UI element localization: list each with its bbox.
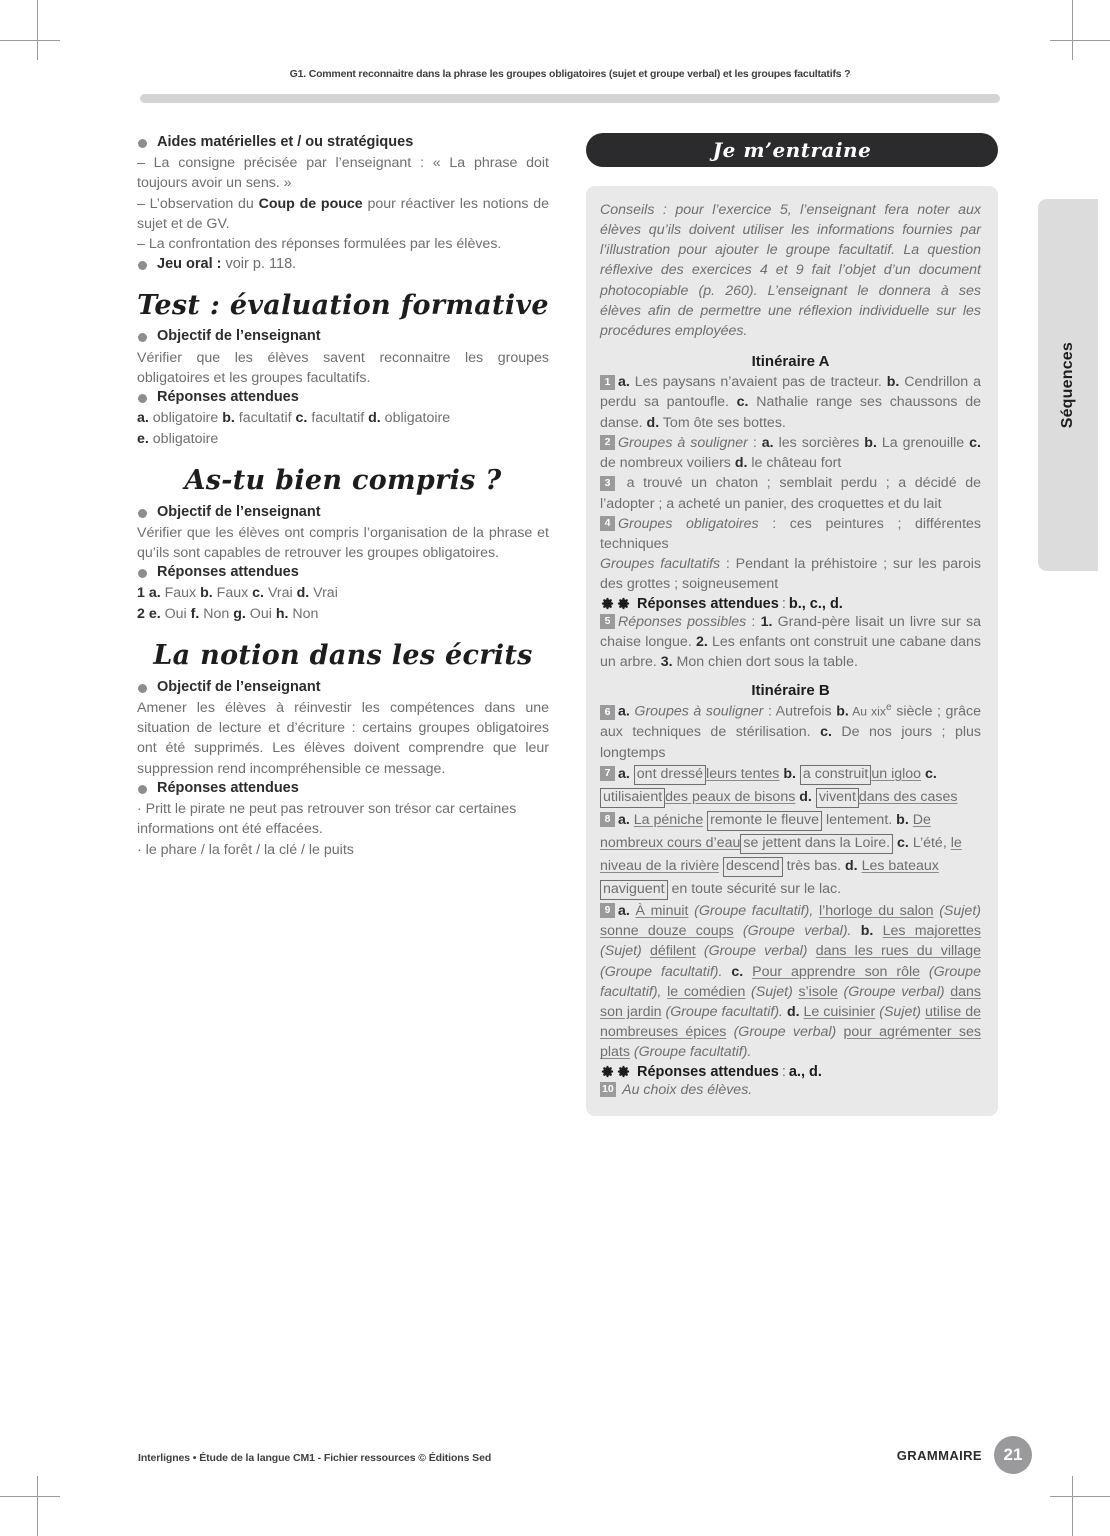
ex8-key-c: c.	[897, 834, 909, 851]
ex7-boxed-c: utilisaient	[600, 788, 665, 808]
ex8-tail-d: en toute sécurité sur le lac.	[667, 880, 842, 897]
exercise-number-badge: 7	[600, 766, 615, 781]
exercise-number-badge: 10	[602, 1083, 614, 1096]
ex9-tag-d1: (Sujet)	[875, 1003, 925, 1020]
ex6-key-c: c.	[820, 724, 832, 741]
je-mentraine-banner	[586, 133, 998, 167]
conseils-text: Conseils : pour l’exercice 5, l’enseignant fera noter aux élèves qu’ils doivent utiliser les informations fournies par l’illustration pour ajouter le groupe facultatif. La question réflexive des exercices 4 et 9 fait l’objet d’un document photocopiable (p. 260). L’enseignant le donnera à ses élèves afin de permettre une réflexion individuelle sur les procédures employées.	[600, 202, 981, 339]
ex9-tag-c2: (Sujet)	[745, 983, 799, 1000]
test-answer-val-b: facultatif	[234, 410, 296, 427]
gear-icon	[600, 1064, 615, 1079]
crop-mark-top-right	[1072, 0, 1073, 60]
ex9-underlined-d3: pour agrémenter ses plats	[600, 1024, 981, 1061]
ex1-key-b: b.	[886, 374, 900, 391]
ex8-key-d: d.	[845, 857, 858, 874]
test-answer-val-c: facultatif	[307, 410, 369, 427]
ex9-tag-d2: (Groupe verbal)	[726, 1024, 844, 1041]
ex9-key-a: a.	[618, 902, 630, 919]
ex9-tag-a2: (Sujet)	[933, 902, 981, 919]
ex9-tag-a1: (Groupe facultatif),	[688, 902, 819, 919]
ex2-colon: :	[747, 434, 762, 451]
test-answer-val-a: obligatoire	[148, 410, 223, 427]
right-column	[586, 133, 998, 1116]
ex7-key-a: a.	[618, 765, 630, 782]
ex1-key-a: a.	[618, 374, 630, 391]
exercise-number-badge: 3	[600, 476, 615, 491]
ex8-tail-c: très bas.	[782, 857, 842, 874]
crop-mark-top-left	[37, 0, 38, 60]
ex6-label: Groupes à souligner	[634, 704, 764, 721]
test-answer-key-a: a.	[137, 410, 149, 427]
ex2-key-b: b.	[864, 434, 877, 451]
ex9-underlined-c3: s’isole	[798, 983, 838, 1000]
ex9-underlined-a3: sonne douze coups	[600, 923, 734, 940]
ex9-tag-b2: (Groupe verbal)	[695, 943, 816, 960]
ex8-boxed-d: naviguent	[600, 880, 668, 900]
exercise-4-facultatifs	[600, 554, 981, 594]
ex2-key-a: a.	[761, 434, 774, 451]
ex8-boxed-a: remonte le fleuve	[707, 811, 822, 831]
ecrits-answer-1: · Pritt le pirate ne peut pas retrouver son trésor car certaines informations ont été effacées.	[137, 801, 517, 838]
gear-icon	[616, 1064, 631, 1079]
ex4-reponses-sep: :	[781, 595, 786, 612]
crop-mark-left-bottom	[0, 1496, 60, 1497]
itineraire-b-title: Itinéraire B	[751, 682, 830, 700]
ex5-label: Réponses possibles	[618, 613, 747, 630]
ex2-val-b: La grenouille	[876, 434, 970, 451]
ex9-tag-b1: (Sujet)	[600, 943, 650, 960]
ex2-key-c: c.	[969, 434, 981, 451]
ex9-key-c: c.	[731, 963, 744, 980]
ex8-underlined-c: le niveau de la rivière	[600, 834, 962, 874]
compris-title: As-tu bien compris ?	[184, 464, 502, 496]
ex3-text: a trouvé un chaton ; semblait perdu ; a décidé de l’adopter ; a acheté un panier, des croquettes et du lait	[600, 475, 981, 512]
exercise-9	[600, 901, 981, 1063]
ex6-val-b-sup: e	[885, 702, 892, 714]
exercise-number-badge: 2	[600, 435, 615, 450]
ex8-pre-c: L’été,	[908, 834, 951, 851]
ex2-key-d: d.	[734, 455, 748, 472]
ex9-reponses-sep: :	[781, 1063, 786, 1080]
ex8-boxed-c: descend	[723, 857, 783, 877]
aides-line-1: – La consigne précisée par l’enseignant : « La phrase doit toujours avoir un sens. »	[137, 155, 549, 192]
ex9-key-d: d.	[786, 1003, 800, 1020]
ecrits-answer-2: · le phare / la forêt / la clé / le puits	[137, 841, 354, 858]
ex1-val-b: Cendrillon a perdu sa pantoufle.	[600, 374, 981, 411]
ex9-tag-d3: (Groupe facultatif).	[629, 1044, 752, 1061]
ex9-underlined-a2: l’horloge du salon	[818, 902, 934, 919]
ex1-val-d: Tom ôte ses bottes.	[659, 414, 786, 431]
ex1-val-a: Les paysans n’avaient pas de tracteur.	[629, 374, 887, 391]
compris-row-1: 1 a. Faux b. Faux c. Vrai d. Vrai	[137, 585, 338, 602]
left-column	[137, 133, 549, 860]
page-number-badge: 21	[994, 1436, 1032, 1474]
aides-line-2	[137, 194, 549, 235]
footer-subject: GRAMMAIRE	[896, 1447, 982, 1463]
ex8-underlined-a: La péniche	[633, 811, 704, 828]
side-tab-label: Séquences	[1059, 341, 1076, 429]
running-header	[140, 68, 1000, 80]
ex9-underlined-a1: À minuit	[635, 902, 689, 919]
side-tab-sequences[interactable]	[1038, 199, 1098, 571]
exercise-9-reponses-attendues	[600, 1064, 981, 1080]
ex7-underlined-b: un igloo	[871, 765, 922, 782]
ex7-boxed-b: a construit	[800, 765, 871, 785]
header-rule	[140, 94, 1000, 103]
ex5-text-3: Mon chien dort sous la table.	[672, 654, 858, 671]
test-reponses-heading: Réponses attendues	[137, 388, 549, 407]
ex9-underlined-b2: défilent	[649, 943, 696, 960]
ex5-colon: :	[746, 613, 761, 630]
ex6-val-b2: siècle ; grâce aux techniques de stérilisation.	[600, 704, 982, 741]
exercise-number-badge: 8	[600, 812, 615, 827]
exercise-7	[600, 763, 981, 809]
exercise-8	[600, 809, 981, 901]
ex9-underlined-b1: Les majorettes	[882, 923, 981, 940]
ex8-tail-a: lentement.	[822, 811, 893, 828]
exercise-5	[600, 612, 981, 673]
ex9-tag-c3: (Groupe verbal)	[837, 983, 951, 1000]
ecrits-reponses-heading: Réponses attendues	[137, 779, 549, 798]
ex7-boxed-a: ont dressé	[634, 765, 706, 785]
aides-line-2-post: pour réactiver les notions de sujet et de GV.	[137, 195, 549, 233]
ex7-underlined-c: des peaux de bisons	[665, 788, 796, 805]
ex8-underlined-d: Les bateaux	[861, 857, 939, 874]
ex9-reponses-value: a., d.	[788, 1063, 822, 1080]
test-answers	[137, 408, 549, 449]
answers-panel	[586, 186, 998, 1116]
ex4-facul-label: Groupes facultatifs	[600, 556, 721, 573]
ex9-underlined-c2: le comédien	[667, 983, 746, 1000]
exercise-number-badge: 4	[600, 516, 615, 531]
ex5-num-2: 2.	[695, 633, 708, 650]
exercise-4-reponses-attendues	[600, 596, 981, 612]
ex2-val-d: le château fort	[747, 455, 842, 472]
ex8-underlined-b: De nombreux cours d’eau	[600, 811, 931, 851]
ex6-colon: :	[763, 704, 776, 721]
ex9-tag-c1: (Groupe facultatif),	[600, 963, 981, 1000]
ex6-val-b: Au xix	[848, 705, 886, 720]
test-answer-key-c: c.	[295, 410, 308, 427]
ex9-underlined-d1: Le cuisinier	[803, 1003, 876, 1020]
exercise-number-badge: 5	[600, 614, 615, 629]
ex10-text: Au choix des élèves.	[618, 1081, 753, 1098]
ex4-reponses-value: b., c., d.	[788, 595, 843, 612]
compris-reponses-heading: Réponses attendues	[137, 563, 549, 582]
ex7-underlined-d: dans des cases	[858, 788, 958, 805]
ex2-val-c: de nombreux voiliers	[600, 455, 735, 472]
footer-right	[897, 1436, 1032, 1474]
crop-mark-bottom-right	[1072, 1476, 1073, 1536]
exercise-number-badge: 9	[600, 903, 615, 918]
ecrits-objectif-text: Amener les élèves à réinvestir les compétences dans une situation de lecture et d’écriture : certains groupes obligatoires ont été supprimés. Les élèves doivent comprendre que leur suppression rend incompréhensible ce message.	[137, 699, 549, 777]
gear-icon	[600, 596, 615, 611]
exercise-number-badge: 1	[600, 375, 615, 390]
ex5-num-1: 1.	[760, 613, 773, 630]
ex6-val-a: Autrefois	[775, 704, 837, 721]
ex9-key-b: b.	[860, 923, 874, 940]
ex1-key-c: c.	[736, 394, 749, 411]
compris-row-2: 2 e. Oui f. Non g. Oui h. Non	[137, 605, 319, 622]
ex7-key-b: b.	[783, 765, 796, 782]
compris-objectif-text: Vérifier que les élèves ont compris l’organisation de la phrase et qu’ils sont capables de retrouver les groupes obligatoires.	[137, 524, 549, 561]
ex7-key-c: c.	[925, 765, 937, 782]
ecrits-objectif-heading: Objectif de l’enseignant	[137, 678, 549, 697]
ecrits-title: La notion dans les écrits	[153, 639, 533, 671]
test-title: Test : évaluation formative	[137, 289, 549, 321]
running-header-text: G1. Comment reconnaitre dans la phrase les groupes obligatoires (sujet et groupe verbal) et les groupes facultatifs ?	[289, 68, 851, 80]
jeu-oral-label: Jeu oral :	[157, 255, 222, 272]
ex4-oblig-value: : ces peintures ; différentes techniques	[600, 515, 981, 552]
ex6-key-b: b.	[836, 704, 849, 721]
footer-credit: Interlignes • Étude de la langue CM1 - Fichier ressources © Éditions Sed	[138, 1452, 492, 1464]
je-mentraine-label: Je m’entraine	[712, 138, 872, 162]
crop-mark-right-bottom	[1050, 1496, 1110, 1497]
compris-objectif-heading: Objectif de l’enseignant	[137, 503, 549, 522]
ex6-key-a: a.	[618, 704, 630, 721]
ex9-underlined-b3: dans les rues du village	[815, 943, 981, 960]
test-answer-val-d: obligatoire	[380, 410, 451, 427]
aides-line-2-pre: – L’observation du	[137, 195, 259, 212]
itineraire-a-title: Itinéraire A	[751, 353, 830, 371]
test-objectif-heading: Objectif de l’enseignant	[137, 327, 549, 346]
ex9-underlined-c4: dans son jardin	[600, 983, 981, 1020]
ex7-boxed-d: vivent	[816, 788, 859, 808]
exercise-number-badge: 6	[600, 705, 615, 720]
ex6-val-c: De nos jours ; plus longtemps	[600, 724, 981, 761]
jeu-oral-value: voir p. 118.	[221, 255, 297, 272]
aides-line-3: – La confrontation des réponses formulées par les élèves.	[137, 236, 502, 253]
ex4-oblig-label: Groupes obligatoires	[618, 515, 759, 532]
test-answer-val-e: obligatoire	[148, 430, 219, 447]
ex1-key-d: d.	[646, 414, 660, 431]
ex8-key-b: b.	[896, 811, 909, 828]
ex9-reponses-label: Réponses attendues	[637, 1063, 779, 1080]
ex9-underlined-c1: Pour apprendre son rôle	[752, 963, 921, 980]
aides-heading: Aides matérielles et / ou stratégiques	[137, 133, 549, 152]
ex9-tag-b3: (Groupe facultatif).	[600, 963, 723, 980]
ex5-text-2: Les enfants ont construit une cabane dans un arbre.	[600, 633, 981, 671]
exercise-4-obligatoires	[600, 514, 981, 554]
ex7-underlined-a: leurs tentes	[706, 765, 780, 782]
ex5-num-3: 3.	[660, 654, 673, 671]
test-answer-key-d: d.	[368, 410, 381, 427]
ex7-key-d: d.	[799, 788, 812, 805]
gear-icon	[616, 596, 631, 611]
ex4-facul-value: : Pendant la préhistoire ; sur les parois des grottes ; soigneusement	[600, 556, 981, 593]
ex5-text-1: Grand-père lisait un livre sur sa chaise longue.	[600, 613, 982, 650]
test-answer-key-e: e.	[137, 430, 149, 447]
ex4-reponses-label: Réponses attendues	[637, 595, 779, 612]
test-answer-key-b: b.	[222, 410, 235, 427]
exercise-1	[600, 372, 981, 433]
exercise-6	[600, 701, 981, 762]
ex8-boxed-b: se jettent dans la Loire.	[740, 834, 893, 854]
exercise-2	[600, 433, 981, 473]
crop-mark-right-top	[1050, 40, 1110, 41]
test-objectif-text: Vérifier que les élèves savent reconnaitre les groupes obligatoires et les groupes facultatifs.	[137, 349, 549, 386]
ex2-label: Groupes à souligner	[618, 434, 748, 451]
ex9-tag-c4: (Groupe facultatif).	[661, 1003, 783, 1020]
ex8-key-a: a.	[618, 811, 630, 828]
ex9-tag-a3: (Groupe verbal).	[733, 923, 852, 940]
crop-mark-bottom-left	[37, 1476, 38, 1536]
ex9-underlined-d2: utilise de nombreuses épices	[600, 1003, 981, 1041]
exercise-3	[600, 473, 981, 513]
ex1-val-c: Nathalie range ses chaussons de danse.	[600, 394, 981, 431]
coup-de-pouce-ref: Coup de pouce	[258, 195, 363, 212]
crop-mark-left-top	[0, 40, 60, 41]
jeu-oral-row	[137, 255, 549, 274]
ex2-val-a: les sorcières	[773, 434, 865, 451]
exercise-10	[600, 1080, 981, 1100]
